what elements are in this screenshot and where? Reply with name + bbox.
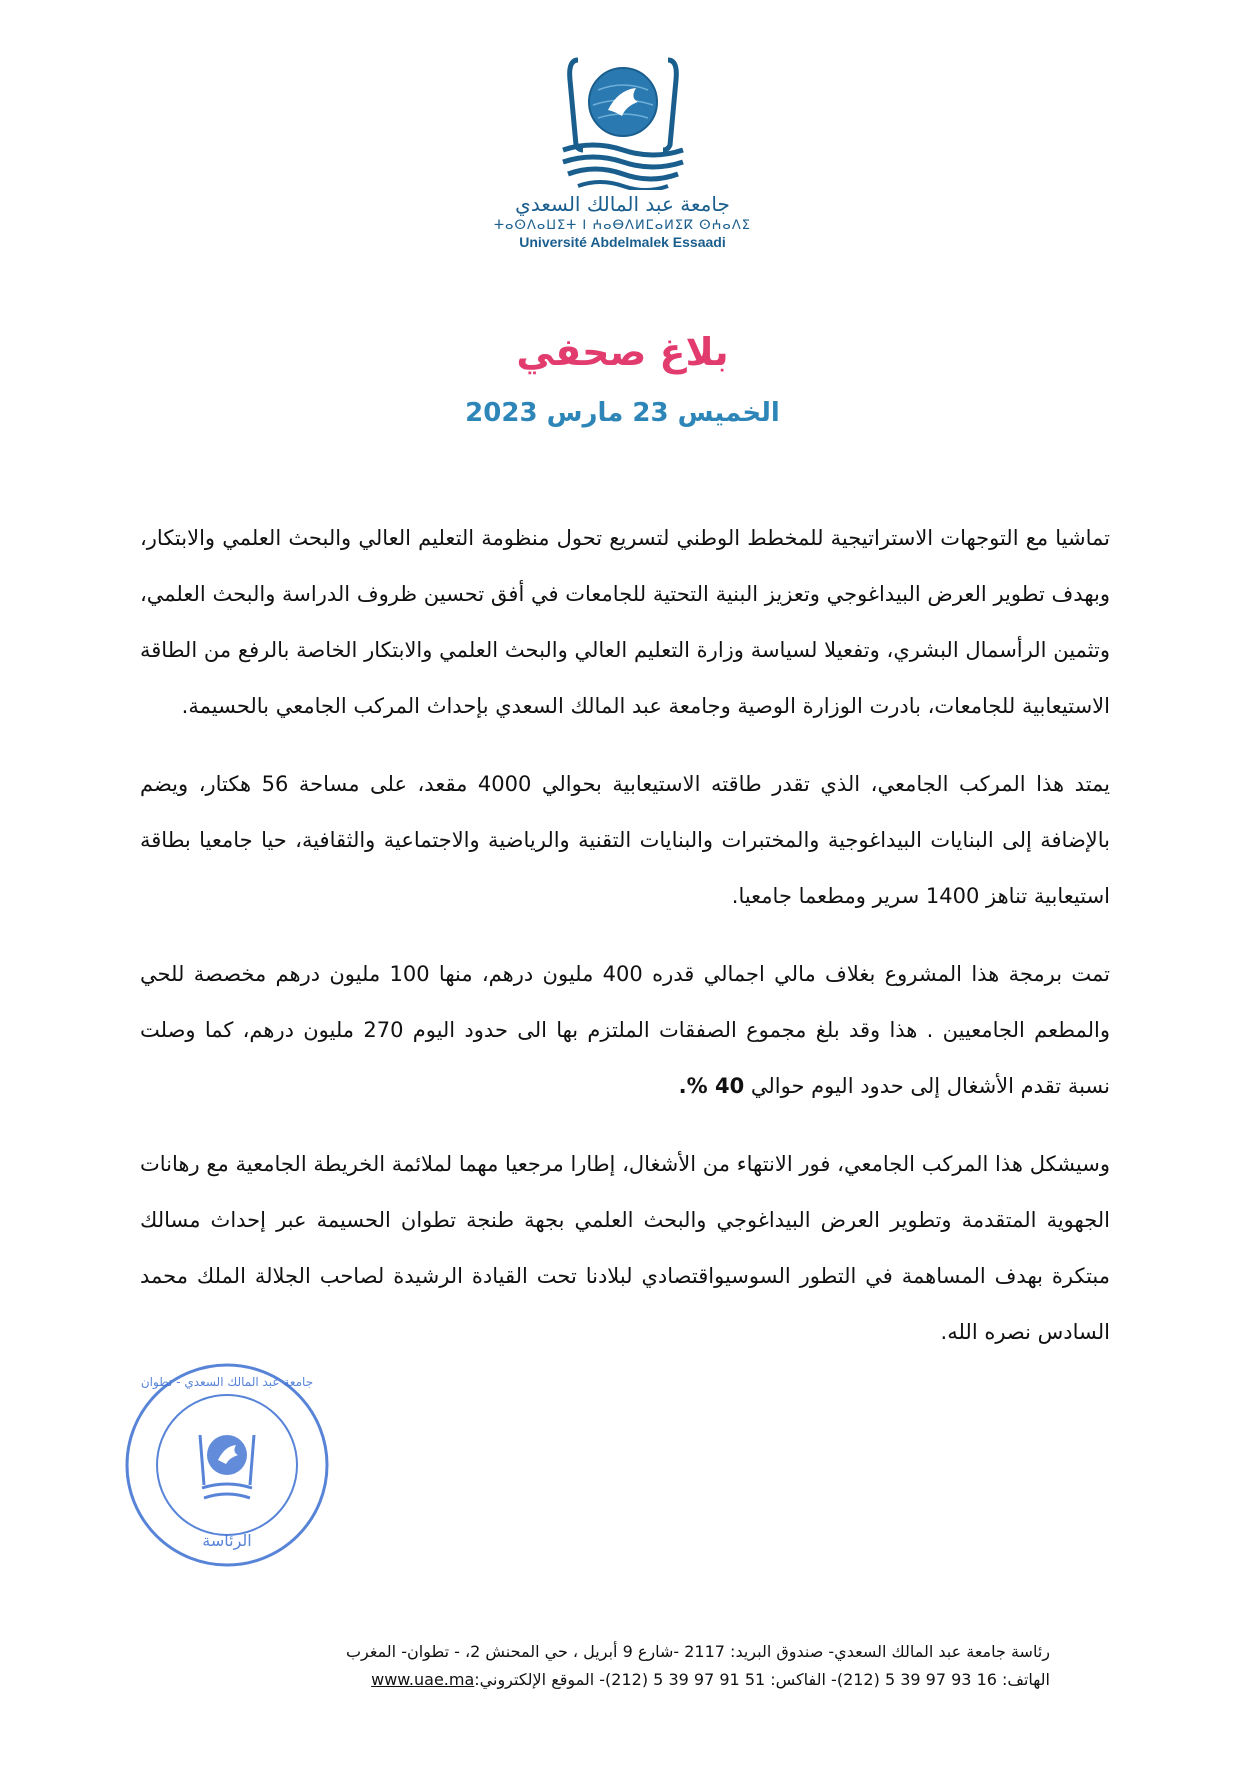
university-name-arabic: جامعة عبد المالك السعدي [515,192,730,216]
paragraph-3-text: تمت برمجة هذا المشروع بغلاف مالي اجمالي قدره 400 مليون درهم، منها 100 مليون درهم مخصصة للحي والمطعم الجامعيين . هذا وقد بلغ مجموع الصفقات الملتزم بها الى حدود اليوم 270 مليون درهم، كما وصلت نسبة تقدم الأشغال إلى حدود اليوم حوالي [140,962,1110,1098]
progress-percentage: 40 %. [678,1074,745,1098]
document-title: بلاغ صحفي [516,330,729,374]
paragraph-2: يمتد هذا المركب الجامعي، الذي تقدر طاقته الاستيعابية بحوالي 4000 مقعد، على مساحة 56 هكتار، ويضم بالإضافة إلى البنايات البيداغوجية والمختبرات والبنايات التقنية والرياضية والاجتماعية والثقافية، حيا جامعيا بطاقة استيعابية تناهز 1400 سرير ومطعما جامعيا. [140,772,1110,908]
page-footer [200,1638,1050,1694]
document-body [140,510,1110,1382]
paragraph-4: وسيشكل هذا المركب الجامعي، فور الانتهاء من الأشغال، إطارا مرجعيا مهما لملائمة الخريطة الجامعية مع رهانات الجهوية المتقدمة وتطوير العرض البيداغوجي والبحث العلمي بجهة طنجة تطوان الحسيمة عبر إحداث مسالك مبتكرة بهدف المساهمة في التطور السوسيواقتصادي لبلادنا تحت القيادة الرشيدة لصاحب الجلالة الملك محمد السادس نصره الله. [140,1152,1110,1344]
university-name-french: Université Abdelmalek Essaadi [519,234,726,250]
university-logo-icon [538,50,708,190]
footer-address: رئاسة جامعة عبد المالك السعدي- صندوق البريد: 2117 -شارع 9 أبريل ، حي المحنش 2، - تطوان- المغرب [345,1642,1050,1661]
document-date: الخميس 23 مارس 2023 [465,398,780,428]
paragraph-1: تماشيا مع التوجهات الاستراتيجية للمخطط الوطني لتسريع تحول منظومة التعليم العالي والبحث العلمي والابتكار، وبهدف تطوير العرض البيداغوجي وتعزيز البنية التحتية للجامعات في أفق تحسين ظروف الدراسة والبحث العلمي، وتثمين الرأسمال البشري، وتفعيلا لسياسة وزارة التعليم العالي والبحث العلمي والابتكار الخاصة بالرفع من الطاقة الاستيعابية للجامعات، بادرت الوزارة الوصية وجامعة عبد المالك السعدي بإحداث المركب الجامعي بالحسيمة. [140,526,1110,718]
university-name-tifinagh: ⵜⴰⵙⴷⴰⵡⵉⵜ ⵏ ⵄⴰⴱⴷⵍⵎⴰⵍⵉⴽ ⵙⵄⴰⴷⵉ [494,218,751,233]
official-stamp-icon [122,1360,332,1570]
website-link[interactable]: www.uae.ma [371,1670,475,1689]
paragraph-3 [140,946,1110,1114]
university-header [0,50,1245,250]
stamp-ring-text: جامعة عبد المالك السعدي - تطوان [140,1375,314,1389]
stamp-bottom-text: الرئاسة [202,1531,252,1550]
footer-contact-text: الهاتف: 16 93 97 39 5 (212)- الفاكس: 51 91 97 39 5 (212)- الموقع الإلكتروني: [474,1670,1050,1689]
footer-contact [200,1666,1050,1694]
